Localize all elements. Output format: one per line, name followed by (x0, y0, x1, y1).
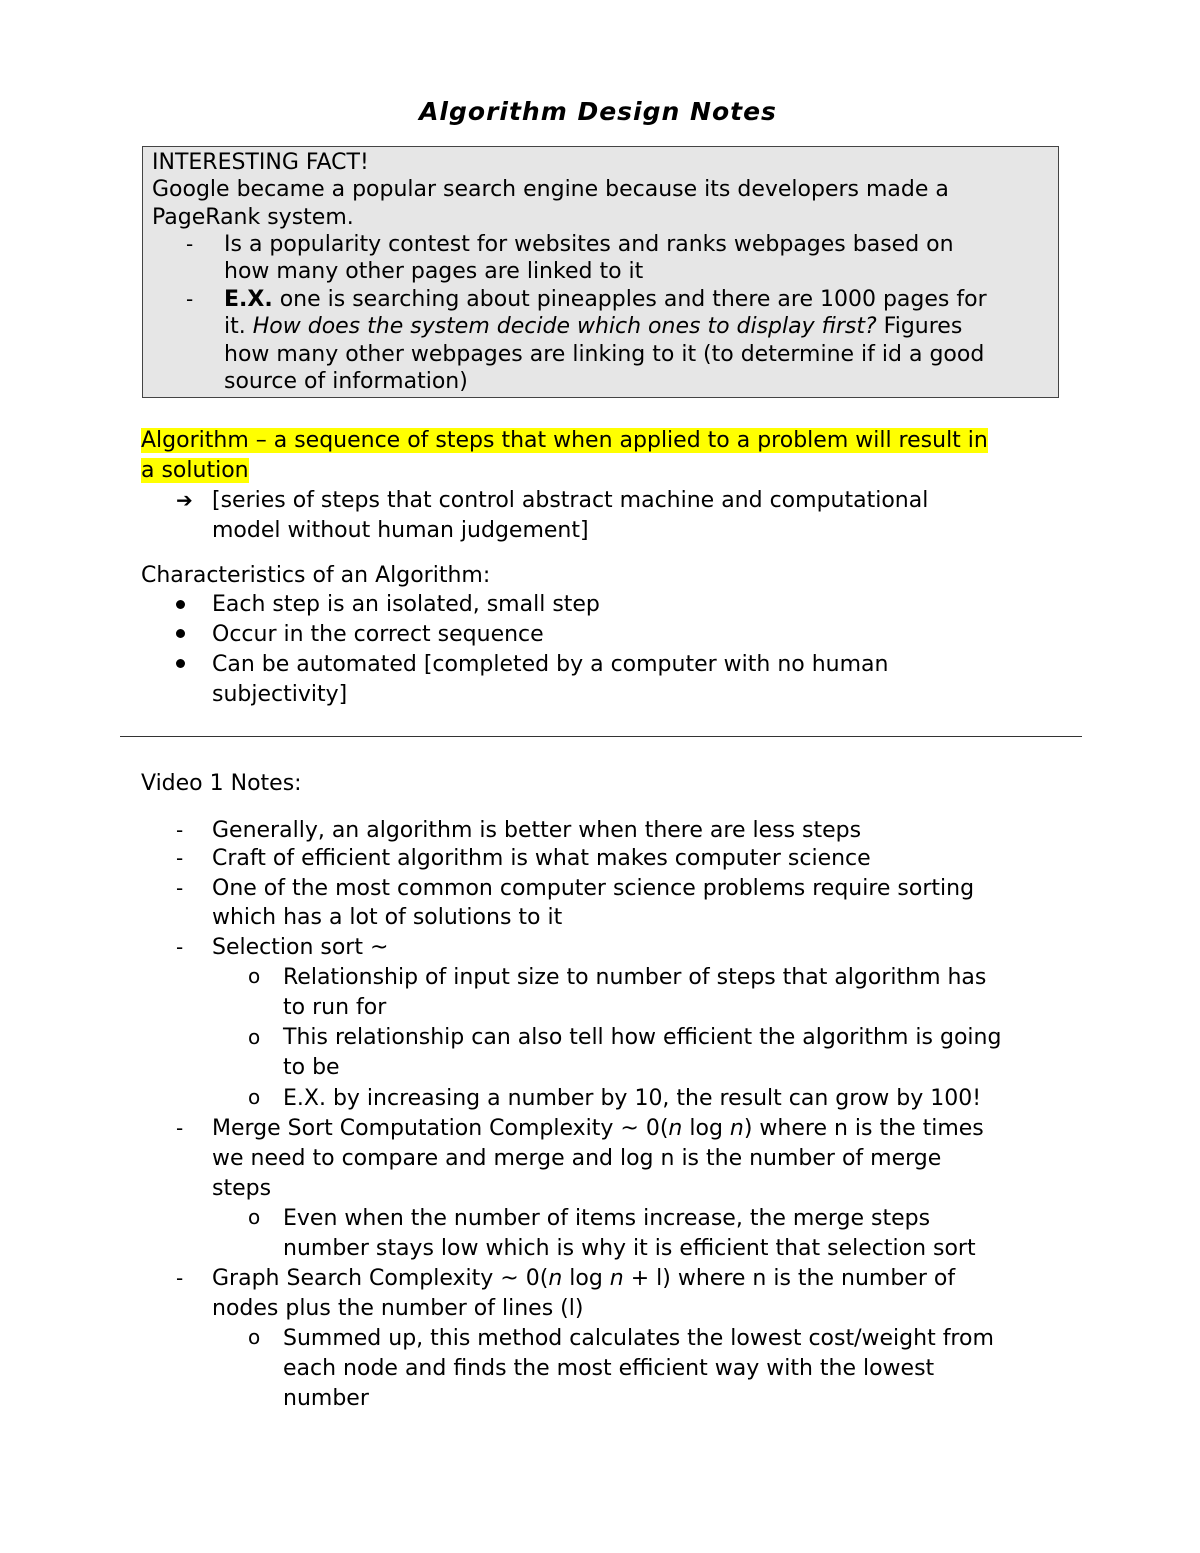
characteristic-item: Each step is an isolated, small step (212, 592, 600, 617)
fact-bullet-2-line-4: source of information) (224, 369, 468, 394)
arrow-icon: ➔ (176, 488, 193, 512)
definition-note-line-2: model without human judgement] (212, 518, 589, 543)
video-subnote-line: Summed up, this method calculates the lowest cost/weight from (283, 1326, 994, 1351)
video-subnote-line: number stays low which is why it is efficient that selection sort (283, 1236, 976, 1261)
characteristics-heading: Characteristics of an Algorithm: (141, 563, 491, 588)
circle-bullet-icon: o (248, 1085, 261, 1109)
definition-line-1 (141, 426, 988, 455)
video-subnote-line: to run for (283, 995, 387, 1020)
video-note-line: steps (212, 1176, 272, 1201)
video-note-line: Selection sort ~ (212, 935, 389, 960)
characteristic-item: Occur in the correct sequence (212, 622, 544, 647)
dash-bullet: - (176, 1116, 184, 1140)
dash-bullet: - (176, 876, 184, 900)
fact-bullet-2-text: one is searching about pineapples and there are 1000 pages for (272, 287, 987, 312)
graph-search-text-end: + l) where n is the number of (623, 1266, 956, 1291)
page-title: Algorithm Design Notes (419, 97, 777, 126)
video-note-line: we need to compare and merge and log n is the number of merge (212, 1146, 942, 1171)
dash-bullet: - (176, 818, 184, 842)
video-subnote-line: E.X. by increasing a number by 10, the result can grow by 100! (283, 1086, 982, 1111)
video-subnote-line: each node and finds the most efficient way with the lowest (283, 1356, 935, 1381)
fact-bullet-1-line-1: Is a popularity contest for websites and ranks webpages based on (224, 232, 954, 257)
video-subnote-line: number (283, 1386, 369, 1411)
math-n: n (668, 1116, 683, 1141)
fact-bullet-1-line-2: how many other pages are linked to it (224, 259, 644, 284)
fact-intro-line-2: PageRank system. (152, 205, 354, 230)
circle-bullet-icon: o (248, 1325, 261, 1349)
math-n: n (548, 1266, 563, 1291)
video-note-line: Generally, an algorithm is better when there are less steps (212, 818, 862, 843)
video-note-line: which has a lot of solutions to it (212, 905, 563, 930)
fact-bullet-dash-1: - (186, 232, 194, 256)
definition-note-line-1: [series of steps that control abstract machine and computational (212, 488, 929, 513)
video-subnote-line: Even when the number of items increase, the merge steps (283, 1206, 931, 1231)
math-n: n (609, 1266, 624, 1291)
fact-bullet-dash-2: - (186, 287, 194, 311)
video-note-line: nodes plus the number of lines (l) (212, 1296, 584, 1321)
circle-bullet-icon: o (248, 1025, 261, 1049)
fact-bullet-2-line-2 (224, 313, 962, 340)
definition-highlight-2: a solution (141, 458, 249, 483)
definition-highlight-1: Algorithm – a sequence of steps that when applied to a problem will result in (141, 428, 988, 453)
math-log: log (682, 1116, 730, 1141)
dash-bullet: - (176, 1266, 184, 1290)
characteristic-item-continued: subjectivity] (212, 682, 348, 707)
video-subnote-line: to be (283, 1055, 340, 1080)
video-subnote-line: This relationship can also tell how efficient the algorithm is going (283, 1025, 1002, 1050)
definition-line-2 (141, 456, 249, 485)
video-subnote-line: Relationship of input size to number of steps that algorithm has (283, 965, 987, 990)
math-log: log (562, 1266, 610, 1291)
video-note-line (212, 1114, 984, 1143)
fact-bullet-2-line-3: how many other webpages are linking to it (to determine if id a good (224, 342, 985, 367)
fact-heading: INTERESTING FACT! (152, 150, 369, 175)
fact-bullet-2-text-a: it. (224, 314, 253, 339)
math-n: n (729, 1116, 744, 1141)
characteristic-item: Can be automated [completed by a computer with no human (212, 652, 889, 677)
bullet-dot-icon (176, 600, 185, 609)
bullet-dot-icon (176, 659, 185, 668)
graph-search-text: Graph Search Complexity ~ 0( (212, 1266, 549, 1291)
video-note-line: Craft of efficient algorithm is what makes computer science (212, 846, 871, 871)
video-note-line: One of the most common computer science problems require sorting (212, 876, 975, 901)
fact-bullet-2-line-1 (224, 286, 987, 313)
fact-ex-label: E.X. (224, 287, 273, 312)
bullet-dot-icon (176, 629, 185, 638)
video-note-line (212, 1264, 955, 1293)
dash-bullet: - (176, 935, 184, 959)
merge-sort-text-end: ) where n is the times (743, 1116, 984, 1141)
dash-bullet: - (176, 846, 184, 870)
fact-intro-line-1: Google became a popular search engine because its developers made a (152, 177, 949, 202)
merge-sort-text: Merge Sort Computation Complexity ~ 0( (212, 1116, 669, 1141)
video-notes-heading: Video 1 Notes: (141, 771, 302, 796)
fact-question: How does the system decide which ones to display first? (252, 314, 877, 339)
section-divider (120, 736, 1082, 737)
circle-bullet-icon: o (248, 1205, 261, 1229)
fact-bullet-2-text-b: Figures (876, 314, 963, 339)
circle-bullet-icon: o (248, 964, 261, 988)
